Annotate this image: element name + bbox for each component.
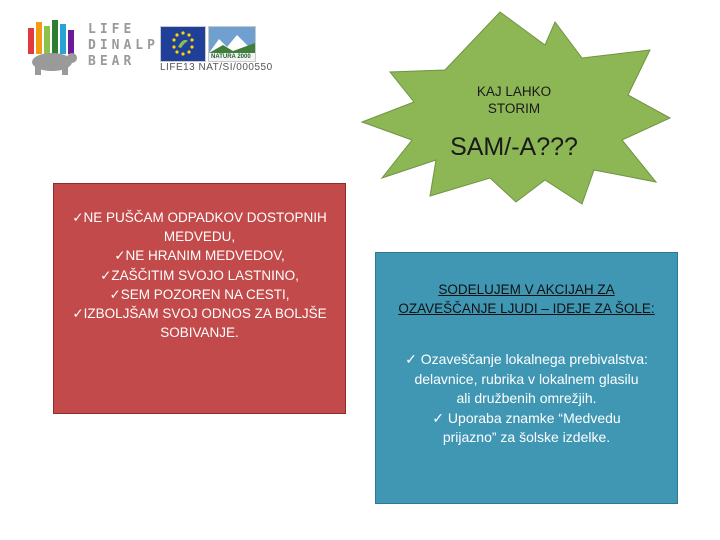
list-item [380, 409, 673, 429]
list-item-text: Uporaba znamke “Medvedu [447, 409, 621, 426]
list-item [380, 370, 673, 390]
list-item [380, 428, 673, 448]
list-item [58, 227, 341, 246]
list-item-text: ZAŠČITIM SVOJO LASTNINO, [111, 267, 299, 283]
list-item-text: Ozaveščanje lokalnega prebivalstva: [420, 351, 648, 367]
list-item [58, 323, 341, 342]
life-dinalp-bear-logo [26, 18, 78, 76]
list-item-text: ali družbenih omrežjih. [456, 390, 597, 406]
check-icon: ✓ [405, 351, 421, 367]
list-item [380, 389, 673, 409]
heading-line: SODELUJEM V AKCIJAH ZA [438, 282, 615, 297]
project-code: LIFE13 NAT/SI/000550 [160, 62, 273, 73]
list-item [58, 266, 341, 285]
check-icon: ✓ [100, 267, 112, 283]
list-item-text: delavnice, rubrika v lokalnem glasilu [414, 370, 639, 387]
school-ideas-heading [380, 280, 673, 318]
bear-icon [32, 53, 77, 75]
list-item-text: SEM POZOREN NA CESTI, [120, 286, 290, 302]
list-item-text: NE PUŠČAM ODPADKOV DOSTOPNIH [83, 210, 327, 225]
individual-actions-list [58, 208, 341, 342]
eu-life-logo [160, 26, 206, 62]
project-name-line: BEAR [88, 54, 136, 69]
natura-2000-logo [208, 26, 256, 62]
school-ideas-list [380, 350, 673, 448]
check-icon: ✓ [109, 286, 121, 302]
list-item-text: NE HRANIM MEDVEDOV, [125, 248, 285, 264]
list-item [58, 246, 341, 265]
burst-question-line1: KAJ LAHKO [476, 84, 552, 99]
burst-question-line2: STORIM [487, 101, 541, 116]
natura-label: NATURA 2000 [211, 54, 251, 60]
check-icon: ✓ [432, 409, 448, 426]
list-item-text: prijazno” za šolske izdelke. [442, 429, 611, 445]
list-item [58, 304, 341, 323]
hands-icon [28, 20, 74, 54]
check-icon: ✓ [72, 210, 84, 225]
landscape-icon [209, 27, 255, 53]
project-name [88, 22, 159, 70]
list-item-text: MEDVEDU, [163, 229, 236, 245]
project-name-line: LIFE [88, 22, 136, 37]
list-item-text: IZBOLJŠAM SVOJ ODNOS ZA BOLJŠE [83, 306, 327, 322]
eu-stars-icon [161, 27, 205, 61]
check-icon: ✓ [114, 248, 126, 264]
list-item-text: SOBIVANJE. [160, 325, 239, 341]
list-item [58, 285, 341, 304]
check-icon: ✓ [72, 306, 84, 322]
heading-line: OZAVEŠČANJE LJUDI – IDEJE ZA ŠOLE: [398, 301, 655, 316]
burst-question-big: SAM/-A??? [450, 133, 578, 161]
project-name-line: DINALP [88, 38, 159, 53]
list-item [58, 208, 341, 227]
list-item [380, 350, 673, 370]
